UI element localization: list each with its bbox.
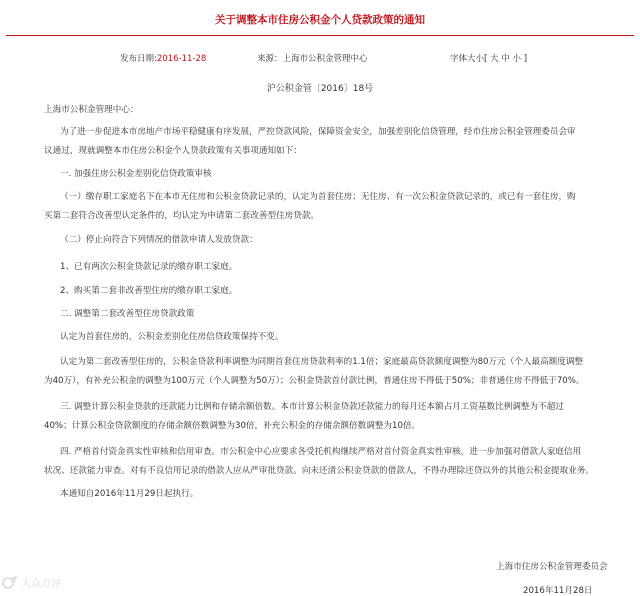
title-divider [6, 35, 634, 36]
source: 来源：上海市公积金管理中心 [257, 54, 368, 64]
section-3-line-2: 40%；计算公积金贷款额度的存储余额倍数调整为30倍，补充公积金的存储余额倍数调整为10倍。 [44, 421, 421, 431]
font-small-button[interactable]: 小 [512, 54, 521, 64]
salutation: 上海市公积金管理中心： [44, 105, 139, 115]
dianping-logo-icon [2, 576, 18, 590]
section-1-item-2: 2、购买第二套非改善型住房的缴存职工家庭。 [60, 286, 238, 296]
section-1-item-1: 1、已有两次公积金贷款记录的缴存职工家庭。 [60, 262, 238, 272]
section-2-para-1: 认定为首套住房的，公积金差别化住房信贷政策保持不变。 [60, 332, 284, 342]
intro-line-2: 议通过，现就调整本市住房公积金个人贷款政策有关事项通知如下： [44, 146, 302, 156]
watermark [2, 575, 61, 590]
font-size-label: 字体大小[ [450, 54, 488, 64]
section-1-para-1-line-2: 买第二套符合改善型认定条件的，均认定为申请第二套改善型住房贷款。 [44, 211, 320, 221]
section-1-heading: 一. 加强住房公积金差别化信贷政策审核 [60, 169, 212, 179]
section-1-para-1-line-1: （一）缴存职工家庭名下在本市无住房和公积金贷款记录的，认定为首套住房；无住房、有一次公积金贷款记录的，或已有一套住房，购 [60, 192, 576, 202]
watermark-text: 大众点评 [21, 579, 61, 590]
font-large-button[interactable]: 大 [490, 54, 499, 64]
publish-date-label: 发布日期: [120, 54, 157, 64]
effective-date-statement: 本通知自2016年11月29日起执行。 [60, 489, 199, 499]
font-size-close: ] [523, 54, 528, 64]
section-2-para-2-line-1: 认定为第二套改善型住房的，公积金贷款利率调整为同期首套住房贷款利率的1.1倍；家庭最高贷款额度调整为80万元（个人最高额度调整 [60, 357, 584, 367]
intro-line-1: 为了进一步促进本市房地产市场平稳健康有序发展，严控贷款风险，保障资金安全，加强差别化信贷管理，经市住房公积金管理委员会审 [60, 127, 576, 137]
section-2-para-2-line-2: 为40万），有补充公积金的调整为100万元（个人调整为50万）；公积金贷款首付款比例，普通住房不得低于50%；非普通住房不得低于70%。 [44, 376, 585, 386]
section-4-line-1: 四. 严格首付资金真实性审核和信用审查。市公积金中心应要求各受托机构继续严格对首付资金真实性审核，进一步加强对借款人家庭信用 [60, 447, 582, 457]
signature-date: 2016年11月28日 [523, 586, 593, 596]
section-4-line-2: 状况、还款能力审查。对有不良信用记录的借款人应从严审批贷款。向未还清公积金贷款的借款人，不得办理除还贷以外的其他公积金提取业务。 [44, 466, 595, 476]
section-1-para-2: （二）停止向符合下列情况的借款申请人发放贷款： [60, 235, 258, 245]
section-2-heading: 二. 调整第二套改善型住房贷款政策 [60, 309, 195, 319]
publish-date [120, 52, 206, 64]
publish-date-value: 2016-11-28 [156, 54, 207, 64]
font-size-control [450, 52, 527, 64]
document-number: 沪公积金管〔2016〕18号 [266, 84, 374, 94]
signature-organization: 上海市住房公积金管理委员会 [496, 562, 608, 572]
section-3-line-1: 三. 调整计算公积金贷款的还款能力比例和存储余额倍数。本市计算公积金贷款还款能力的每月还本额占月工资基数比例调整为不超过 [60, 402, 564, 412]
notice-title: 关于调整本市住房公积金个人贷款政策的通知 [215, 14, 425, 26]
font-medium-button[interactable]: 中 [501, 54, 510, 64]
